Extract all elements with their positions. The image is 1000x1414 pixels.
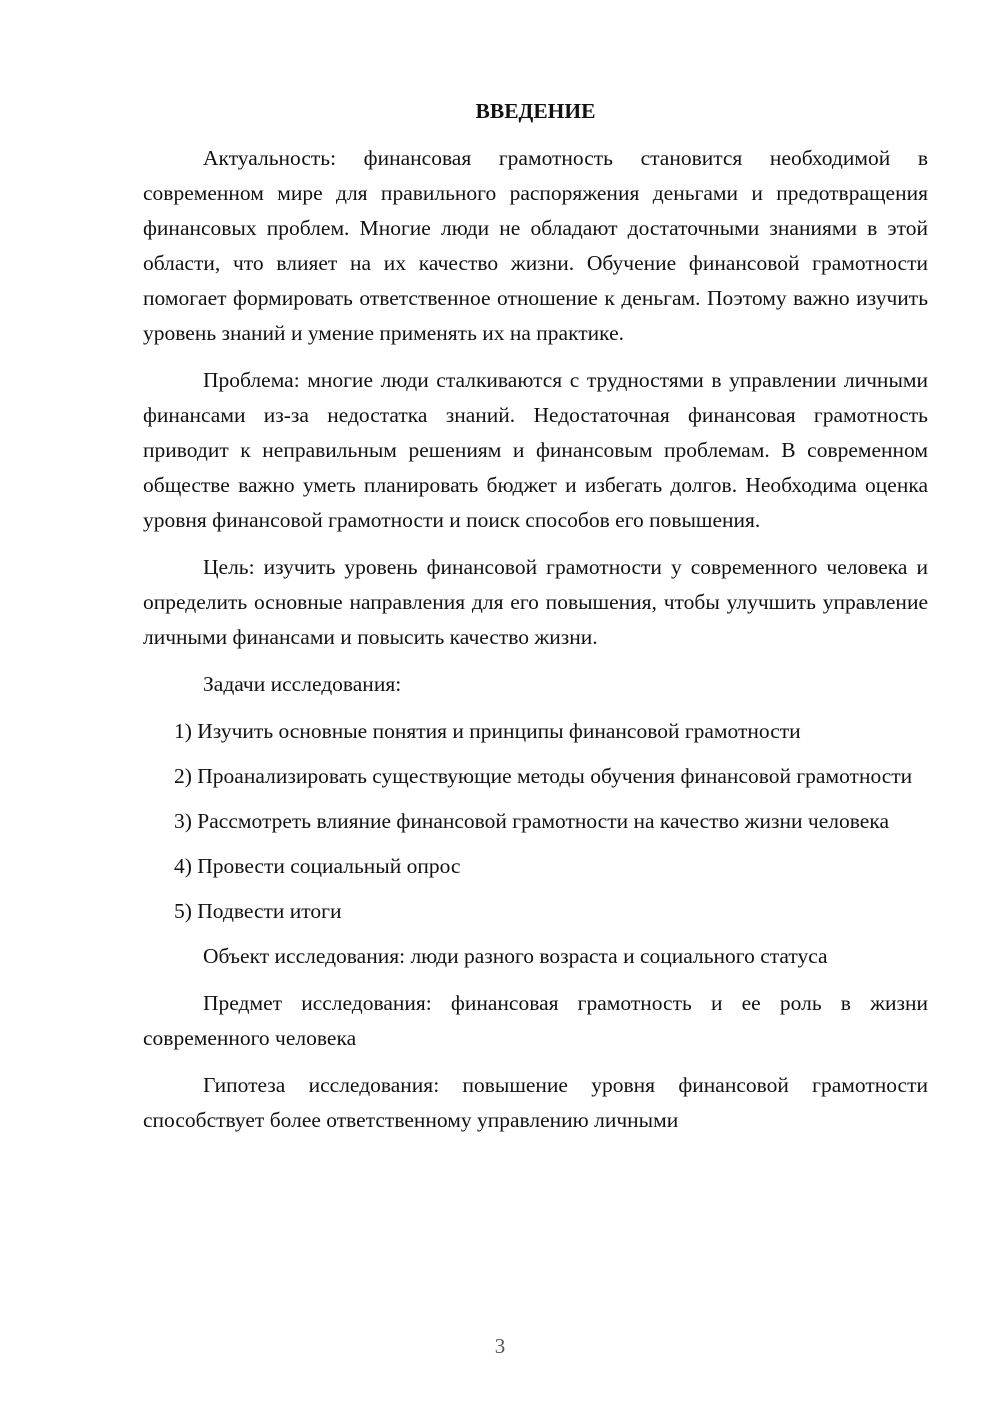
subject-paragraph: Предмет исследования: финансовая грамотность и ее роль в жизни современного человека xyxy=(143,991,928,1050)
object-paragraph: Объект исследования: люди разного возраста и социального статуса xyxy=(203,944,828,968)
goal-paragraph: Цель: изучить уровень финансовой грамотности у современного человека и определить основные направления для его повышения, чтобы улучшить управление личными финансами и повысить качество жизни. xyxy=(143,555,928,649)
task-item-1: 1) Изучить основные понятия и принципы финансовой грамотности xyxy=(174,719,801,743)
task-item-3: 3) Рассмотреть влияние финансовой грамотности на качество жизни человека xyxy=(174,809,889,833)
task-item-4: 4) Провести социальный опрос xyxy=(174,854,461,878)
hypothesis-paragraph: Гипотеза исследования: повышение уровня финансовой грамотности способствует более ответственному управлению личными xyxy=(143,1073,928,1132)
task-item-5: 5) Подвести итоги xyxy=(174,899,342,923)
page-number: 3 xyxy=(494,1334,506,1358)
document-page xyxy=(143,94,928,1150)
section-title: ВВЕДЕНИЕ xyxy=(475,99,596,123)
tasks-heading: Задачи исследования: xyxy=(203,672,402,696)
task-item-2: 2) Проанализировать существующие методы обучения финансовой грамотности xyxy=(174,764,913,788)
relevance-paragraph: Актуальность: финансовая грамотность становится необходимой в современном мире для правильного распоряжения деньгами и предотвращения финансовых проблем. Многие люди не обладают достаточными знаниями в этой области, что влияет на их качество жизни. Обучение финансовой грамотности помогает формировать ответственное отношение к деньгам. Поэтому важно изучить уровень знаний и умение применять их на практике. xyxy=(143,146,928,345)
problem-paragraph: Проблема: многие люди сталкиваются с трудностями в управлении личными финансами из-за недостатка знаний. Недостаточная финансовая грамотность приводит к неправильным решениям и финансовым проблемам. В современном обществе важно уметь планировать бюджет и избегать долгов. Необходима оценка уровня финансовой грамотности и поиск способов его повышения. xyxy=(143,368,928,532)
